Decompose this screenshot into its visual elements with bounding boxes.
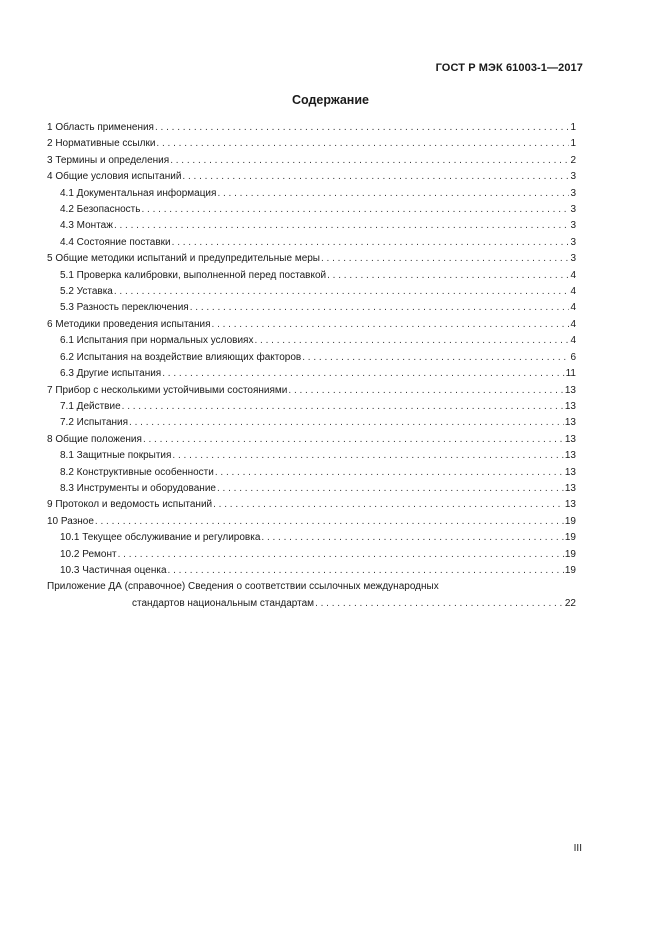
toc-appendix-entry[interactable] bbox=[47, 596, 576, 612]
dot-leader bbox=[212, 317, 570, 333]
toc-entry-page: 3 bbox=[570, 204, 576, 216]
dot-leader bbox=[288, 383, 563, 399]
dot-leader bbox=[190, 300, 570, 316]
toc-entry[interactable] bbox=[47, 120, 576, 136]
toc-entry-label: 7 Прибор с несколькими устойчивыми состояниями bbox=[47, 384, 288, 396]
toc-entry-page: 13 bbox=[564, 482, 576, 494]
dot-leader bbox=[141, 202, 569, 218]
toc-entry[interactable] bbox=[47, 268, 576, 284]
standard-designation: ГОСТ Р МЭК 61003-1—2017 bbox=[435, 62, 583, 74]
toc-entry[interactable] bbox=[47, 465, 576, 481]
toc-entry[interactable] bbox=[47, 186, 576, 202]
toc-entry-page: 3 bbox=[570, 187, 576, 199]
dot-leader bbox=[118, 547, 564, 563]
toc-entry-page: 1 bbox=[570, 138, 576, 150]
toc-entry-label: 8.2 Конструктивные особенности bbox=[60, 466, 214, 478]
toc-entry[interactable] bbox=[47, 415, 576, 431]
dot-leader bbox=[302, 350, 569, 366]
toc-entry-page: 13 bbox=[564, 433, 576, 445]
table-of-contents bbox=[47, 120, 576, 612]
toc-entry-label: 5.2 Уставка bbox=[60, 286, 113, 298]
toc-entry[interactable] bbox=[47, 481, 576, 497]
dot-leader bbox=[168, 563, 564, 579]
toc-entry[interactable] bbox=[47, 366, 576, 382]
dot-leader bbox=[261, 530, 563, 546]
toc-entry-page: 4 bbox=[570, 286, 576, 298]
toc-entry[interactable] bbox=[47, 383, 576, 399]
toc-entry[interactable] bbox=[47, 547, 576, 563]
toc-entry[interactable] bbox=[47, 530, 576, 546]
toc-entry-label: 1 Область применения bbox=[47, 122, 154, 133]
dot-leader bbox=[114, 284, 570, 300]
toc-entry-page: 2 bbox=[570, 154, 576, 166]
toc-entry-label: 4.3 Монтаж bbox=[60, 220, 113, 232]
toc-entry[interactable] bbox=[47, 218, 576, 234]
dot-leader bbox=[217, 481, 564, 497]
dot-leader bbox=[155, 120, 569, 136]
toc-entry[interactable] bbox=[47, 317, 576, 333]
toc-entry-page: 13 bbox=[564, 400, 576, 412]
toc-entry-label: 9 Протокол и ведомость испытаний bbox=[47, 499, 213, 511]
dot-leader bbox=[95, 514, 564, 530]
toc-entry-label: 8.3 Инструменты и оборудование bbox=[60, 482, 216, 494]
dot-leader bbox=[315, 596, 564, 612]
dot-leader bbox=[321, 251, 569, 267]
toc-entry[interactable] bbox=[47, 235, 576, 251]
toc-entry-label: 4 Общие условия испытаний bbox=[47, 171, 182, 183]
toc-entry[interactable] bbox=[47, 284, 576, 300]
toc-entry-label: 5 Общие методики испытаний и предупредительные меры bbox=[47, 253, 320, 265]
dot-leader bbox=[217, 186, 569, 202]
toc-entry[interactable] bbox=[47, 497, 576, 513]
toc-entry-page: 11 bbox=[565, 368, 576, 380]
toc-entry-page: 3 bbox=[570, 171, 576, 183]
dot-leader bbox=[254, 333, 569, 349]
toc-entry-label: 10.3 Частичная оценка bbox=[60, 564, 167, 576]
dot-leader bbox=[129, 415, 564, 431]
toc-entry-page: 13 bbox=[564, 450, 576, 462]
toc-entry-page: 4 bbox=[570, 269, 576, 281]
dot-leader bbox=[172, 448, 563, 464]
toc-entry[interactable] bbox=[47, 563, 576, 579]
toc-entry-label: 4.1 Документальная информация bbox=[60, 187, 217, 199]
toc-entry-page: 6 bbox=[570, 351, 576, 363]
toc-entry-label: 5.3 Разность переключения bbox=[60, 302, 189, 314]
dot-leader bbox=[156, 136, 569, 152]
toc-entry-label: 8.1 Защитные покрытия bbox=[60, 450, 172, 462]
toc-entry-page: 19 bbox=[564, 515, 576, 527]
dot-leader bbox=[114, 218, 570, 234]
toc-entry-label: 7.2 Испытания bbox=[60, 417, 129, 429]
toc-entry-label: 10.1 Текущее обслуживание и регулировка bbox=[60, 532, 261, 544]
toc-entry-label: 2 Нормативные ссылки bbox=[47, 138, 156, 150]
toc-entry-label: 4.2 Безопасность bbox=[60, 204, 141, 216]
toc-entry[interactable] bbox=[47, 432, 576, 448]
toc-entry-page: 4 bbox=[570, 318, 576, 330]
toc-entry-page: 1 bbox=[570, 122, 576, 133]
toc-entry-page: 19 bbox=[564, 532, 576, 544]
toc-entry-page: 3 bbox=[570, 236, 576, 248]
dot-leader bbox=[172, 235, 570, 251]
toc-appendix-line2: стандартов национальным стандартам bbox=[132, 597, 315, 609]
toc-entry[interactable] bbox=[47, 136, 576, 152]
toc-entry[interactable] bbox=[47, 153, 576, 169]
toc-entry-page: 22 bbox=[564, 597, 576, 609]
toc-entry[interactable] bbox=[47, 514, 576, 530]
toc-entry-label: 3 Термины и определения bbox=[47, 154, 170, 166]
toc-entry[interactable] bbox=[47, 202, 576, 218]
toc-entry-label: 5.1 Проверка калибровки, выполненной перед поставкой bbox=[60, 269, 327, 281]
dot-leader bbox=[162, 366, 564, 382]
toc-entry-page: 19 bbox=[564, 564, 576, 576]
toc-appendix-line1[interactable]: Приложение ДА (справочное) Сведения о соответствии ссылочных международных bbox=[47, 581, 439, 593]
toc-entry-page: 13 bbox=[564, 499, 576, 511]
toc-entry-label: 6 Методики проведения испытания bbox=[47, 318, 211, 330]
toc-entry-label: 10 Разное bbox=[47, 515, 94, 527]
toc-entry[interactable] bbox=[47, 399, 576, 415]
toc-entry-page: 13 bbox=[564, 384, 576, 396]
toc-entry-label: 8 Общие положения bbox=[47, 433, 142, 445]
dot-leader bbox=[327, 268, 569, 284]
toc-entry[interactable] bbox=[47, 350, 576, 366]
toc-entry-page: 3 bbox=[570, 253, 576, 265]
toc-entry-label: 6.3 Другие испытания bbox=[60, 368, 162, 380]
page-number: III bbox=[573, 843, 582, 854]
dot-leader bbox=[170, 153, 569, 169]
toc-entry-label: 10.2 Ремонт bbox=[60, 548, 117, 560]
toc-entry-page: 13 bbox=[564, 466, 576, 478]
toc-entry[interactable] bbox=[47, 251, 576, 267]
toc-entry-page: 19 bbox=[564, 548, 576, 560]
toc-entry-label: 7.1 Действие bbox=[60, 400, 121, 412]
toc-entry-label: 6.2 Испытания на воздействие влияющих факторов bbox=[60, 351, 302, 363]
dot-leader bbox=[122, 399, 564, 415]
dot-leader bbox=[143, 432, 564, 448]
toc-entry[interactable] bbox=[47, 448, 576, 464]
page-title: Содержание bbox=[291, 93, 369, 107]
toc-entry-label: 4.4 Состояние поставки bbox=[60, 236, 171, 248]
dot-leader bbox=[213, 497, 564, 513]
dot-leader bbox=[215, 465, 564, 481]
dot-leader bbox=[182, 169, 569, 185]
toc-entry-page: 4 bbox=[570, 302, 576, 314]
toc-entry-page: 3 bbox=[570, 220, 576, 232]
toc-entry-page: 4 bbox=[570, 335, 576, 347]
toc-entry[interactable] bbox=[47, 169, 576, 185]
toc-entry-label: 6.1 Испытания при нормальных условиях bbox=[60, 335, 254, 347]
toc-entry[interactable] bbox=[47, 333, 576, 349]
toc-entry-page: 13 bbox=[564, 417, 576, 429]
toc-entry[interactable] bbox=[47, 300, 576, 316]
